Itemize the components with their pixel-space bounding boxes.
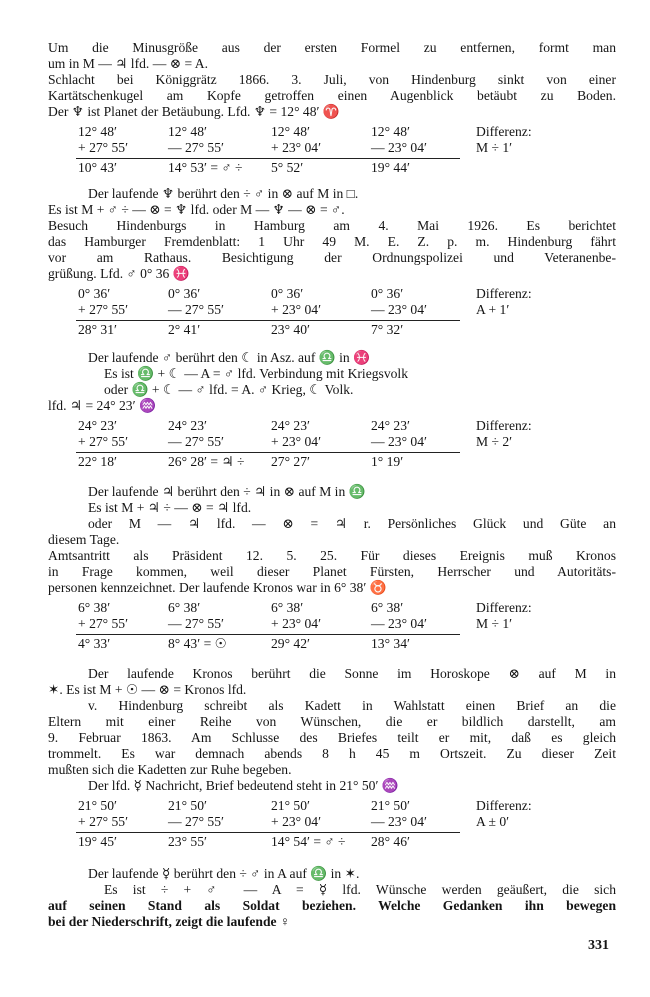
table-cell: 0° 36′ [78,286,111,301]
table-cell: — 23° 04′ [371,814,427,829]
calculation-table [48,124,618,186]
text-line: Es ist M + ♃ ÷ — ⊗ = ♃ lfd. [88,500,252,515]
sum-rule [76,634,460,635]
text-line: Der lfd. ☿ Nachricht, Brief bedeutend steht in 21° 50′ ♒ [88,778,399,793]
table-cell: + 23° 04′ [271,616,322,631]
table-cell: + 27° 55′ [78,616,129,631]
text-line: Es ist ♎ + ☾ — A = ♂ lfd. Verbindung mit Kriegsvolk [104,366,408,381]
table-cell: 8° 43′ = ☉ [168,636,227,651]
table-cell: 24° 23′ [271,418,310,433]
table-cell: 4° 33′ [78,636,111,651]
text-line: Kartätschenkugel am Kopfe getroffen einen Augenblick betäubt zu Boden. [48,88,616,103]
table-cell: 24° 23′ [168,418,207,433]
table-cell: 14° 54′ = ♂ ÷ [271,834,346,849]
table-cell: 6° 38′ [78,600,111,615]
text-line: Der laufende ♂ berührt den ☾ in Asz. auf ♎ in ♓ [88,350,370,365]
table-cell: 29° 42′ [271,636,310,651]
text-line: trommelt. Es war demnach abends 8 h 45 m Ortszeit. Zu dieser Zeit [48,746,616,761]
text-line: oder M — ♃ lfd. — ⊗ = ♃ r. Persönliches Glück und Güte an [88,516,616,531]
table-cell: 23° 40′ [271,322,310,337]
table-cell: M ÷ 1′ [476,616,513,631]
table-cell: — 27° 55′ [168,616,224,631]
sum-rule [76,452,460,453]
page-number: 331 [588,938,609,953]
text-line: Der laufende ♃ berührt den ÷ ♃ in ⊗ auf M in ♎ [88,484,366,499]
table-cell: + 23° 04′ [271,140,322,155]
table-cell: Differenz: [476,600,532,615]
text-line: ✶. Es ist M + ☉ — ⊗ = Kronos lfd. [48,682,247,697]
text-line: das Hamburger Fremdenblatt: 1 Uhr 49 M. E. Z. p. m. Hindenburg fährt [48,234,616,249]
sum-rule [76,158,460,159]
table-cell: — 23° 04′ [371,616,427,631]
text-line: v. Hindenburg schreibt als Kadett in Wahlstatt einen Brief an die [88,698,616,713]
text-line: in Frage kommen, weil dieser Planet Fürsten, Herrscher und Autoritäts- [48,564,616,579]
text-line: Der laufende Kronos berührt die Sonne im Horoskope ⊗ auf M in [88,666,616,681]
table-cell: 0° 36′ [168,286,201,301]
text-line: Besuch Hindenburgs in Hamburg am 4. Mai 1926. Es berichtet [48,218,616,233]
text-line: auf seinen Stand als Soldat beziehen. Welche Gedanken ihn bewegen [48,898,616,913]
table-cell: — 27° 55′ [168,814,224,829]
table-cell: 14° 53′ = ♂ ÷ [168,160,243,175]
table-cell: 28° 46′ [371,834,410,849]
table-cell: A + 1′ [476,302,510,317]
text-line: Amtsantritt als Präsident 12. 5. 25. Für dieses Ereignis muß Kronos [48,548,616,563]
table-cell: 10° 43′ [78,160,117,175]
table-cell: 0° 36′ [371,286,404,301]
calculation-table [48,418,618,480]
table-cell: Differenz: [476,124,532,139]
text-line: lfd. ♃ = 24° 23′ ♒ [48,398,156,413]
text-line: Um die Minusgröße aus der ersten Formel zu entfernen, formt man [48,40,616,55]
table-cell: 12° 48′ [271,124,310,139]
table-cell: M ÷ 1′ [476,140,513,155]
table-cell: 21° 50′ [78,798,117,813]
text-line: grüßung. Lfd. ♂ 0° 36 ♓ [48,266,190,281]
table-cell: 12° 48′ [78,124,117,139]
table-cell: 21° 50′ [371,798,410,813]
table-cell: A ± 0′ [476,814,510,829]
text-line: mußten sich die Kadetten zur Ruhe begeben. [48,762,292,777]
table-cell: 26° 28′ = ♃ ÷ [168,454,245,469]
table-cell: 21° 50′ [271,798,310,813]
sum-rule [76,320,460,321]
table-cell: + 27° 55′ [78,302,129,317]
text-line: Schlacht bei Königgrätz 1866. 3. Juli, von Hindenburg sinkt von einer [48,72,616,87]
text-line: 9. Februar 1863. Am Schlusse des Briefes teilt er mit, daß es gleich [48,730,616,745]
text-line: Der ♆ ist Planet der Betäubung. Lfd. ♆ = 12° 48′ ♈ [48,104,340,119]
table-cell: 12° 48′ [371,124,410,139]
table-cell: + 27° 55′ [78,814,129,829]
table-cell: 21° 50′ [168,798,207,813]
table-cell: 6° 38′ [371,600,404,615]
table-cell: Differenz: [476,798,532,813]
table-cell: Differenz: [476,286,532,301]
table-cell: + 23° 04′ [271,814,322,829]
table-cell: 13° 34′ [371,636,410,651]
table-cell: 27° 27′ [271,454,310,469]
text-line: oder ♎ + ☾ — ♂ lfd. = A. ♂ Krieg, ☾ Volk. [104,382,354,397]
table-cell: 6° 38′ [168,600,201,615]
table-cell: 12° 48′ [168,124,207,139]
sum-rule [76,832,460,833]
table-cell: 6° 38′ [271,600,304,615]
table-cell: + 23° 04′ [271,434,322,449]
table-cell: 19° 45′ [78,834,117,849]
text-line: diesem Tage. [48,532,120,547]
table-cell: Differenz: [476,418,532,433]
table-cell: + 27° 55′ [78,434,129,449]
text-line: Es ist M + ♂ ÷ — ⊗ = ♆ lfd. oder M — ♆ — ⊗ = ♂. [48,202,345,217]
table-cell: 28° 31′ [78,322,117,337]
table-cell: 5° 52′ [271,160,304,175]
table-cell: + 23° 04′ [271,302,322,317]
text-line: Eltern mit einer Reihe von Wünschen, die er bildlich darstellt, am [48,714,616,729]
table-cell: — 23° 04′ [371,434,427,449]
text-line: bei der Niederschrift, zeigt die laufende ♀ [48,914,291,929]
calculation-table [48,798,618,860]
table-cell: 1° 19′ [371,454,404,469]
text-line: Es ist ÷ + ♂ — A = ☿ lfd. Wünsche werden geäußert, die sich [104,882,616,897]
table-cell: — 23° 04′ [371,140,427,155]
table-cell: 24° 23′ [78,418,117,433]
table-cell: M ÷ 2′ [476,434,513,449]
table-cell: + 27° 55′ [78,140,129,155]
table-cell: 23° 55′ [168,834,207,849]
table-cell: 0° 36′ [271,286,304,301]
table-cell: — 27° 55′ [168,140,224,155]
text-line: personen kennzeichnet. Der laufende Kronos war in 6° 38′ ♉ [48,580,387,595]
table-cell: 7° 32′ [371,322,404,337]
text-line: um in M — ♃ lfd. — ⊗ = A. [48,56,209,71]
table-cell: 24° 23′ [371,418,410,433]
table-cell: 19° 44′ [371,160,410,175]
table-cell: — 27° 55′ [168,302,224,317]
table-cell: — 27° 55′ [168,434,224,449]
calculation-table [48,286,618,348]
table-cell: — 23° 04′ [371,302,427,317]
text-line: vor am Rathaus. Besichtigung der Ordnungspolizei und Veteranenbe- [48,250,616,265]
text-line: Der laufende ♆ berührt den ÷ ♂ in ⊗ auf M in □. [88,186,359,201]
calculation-table [48,600,618,662]
table-cell: 22° 18′ [78,454,117,469]
table-cell: 2° 41′ [168,322,201,337]
text-line: Der laufende ☿ berührt den ÷ ♂ in A auf ♎ in ✶. [88,866,360,881]
